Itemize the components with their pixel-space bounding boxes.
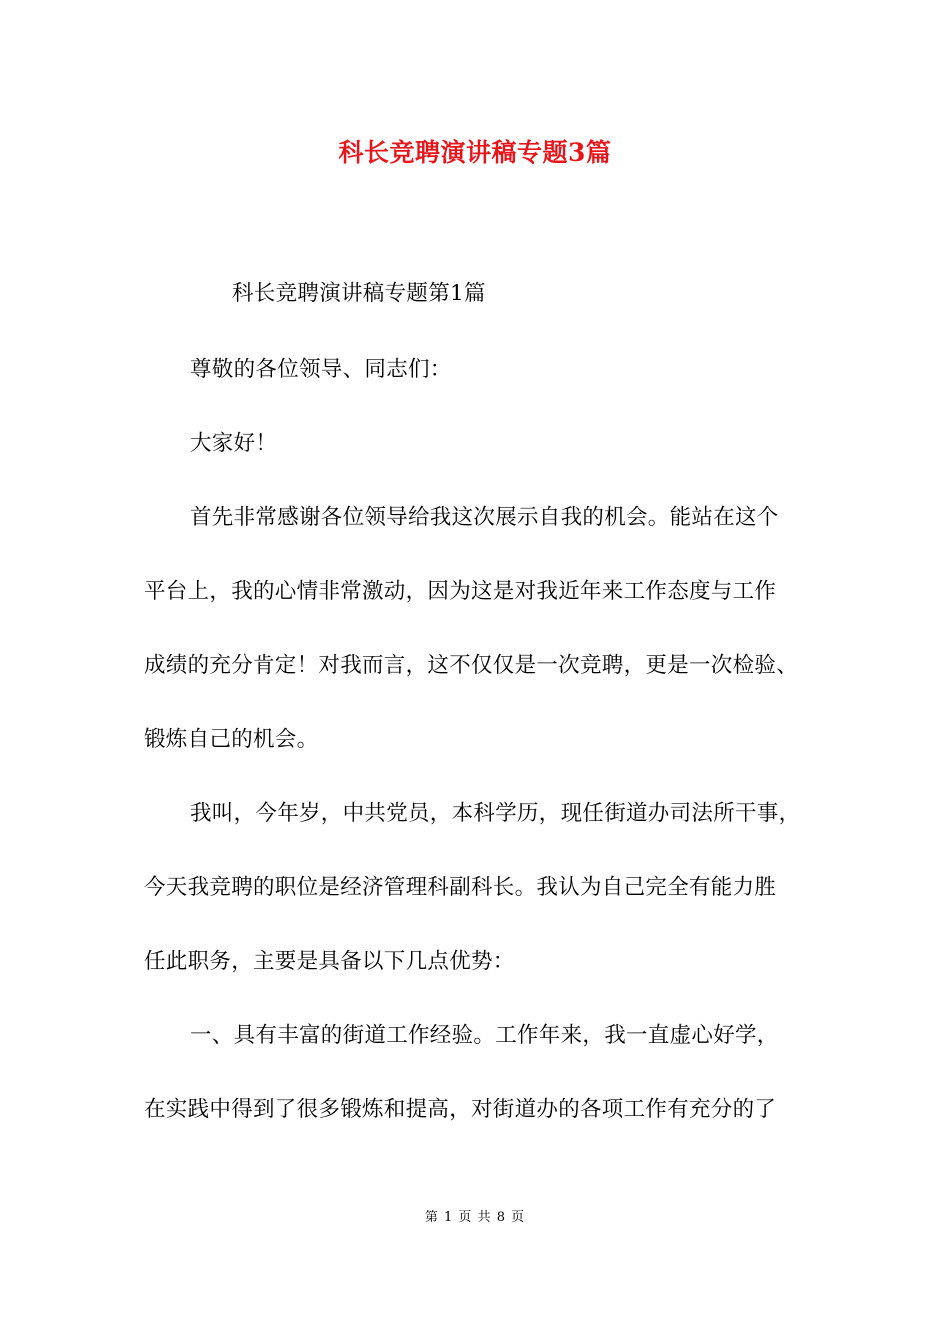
paragraph-line: 任此职务，主要是具备以下几点优势： [144,949,515,974]
paragraph-line: 平台上，我的心情非常激动，因为这是对我近年来工作态度与工作 [144,579,777,604]
paragraph-line: 今天我竞聘的职位是经济管理科副科长。我认为自己完全有能力胜 [144,875,777,900]
paragraph-line: 在实践中得到了很多锻炼和提高，对街道办的各项工作有充分的了 [144,1097,777,1122]
document-title: 科长竞聘演讲稿专题3篇 [338,138,612,167]
paragraph-line: 大家好！ [190,431,278,456]
paragraph-line: 我叫，今年岁，中共党员，本科学历，现任街道办司法所干事， [190,801,801,826]
paragraph-line: 首先非常感谢各位领导给我这次展示自我的机会。能站在这个 [190,505,779,530]
page-number-footer: 第 1 页 共 8 页 [424,1210,526,1225]
paragraph-line: 一、具有丰富的街道工作经验。工作年来，我一直虚心好学， [190,1023,779,1048]
paragraph-line: 锻炼自己的机会。 [144,727,319,752]
paragraph-line: 成绩的充分肯定！对我而言，这不仅仅是一次竞聘，更是一次检验、 [144,653,799,678]
paragraph-line: 尊敬的各位领导、同志们： [190,357,452,382]
section-title: 科长竞聘演讲稿专题第1篇 [232,281,486,306]
